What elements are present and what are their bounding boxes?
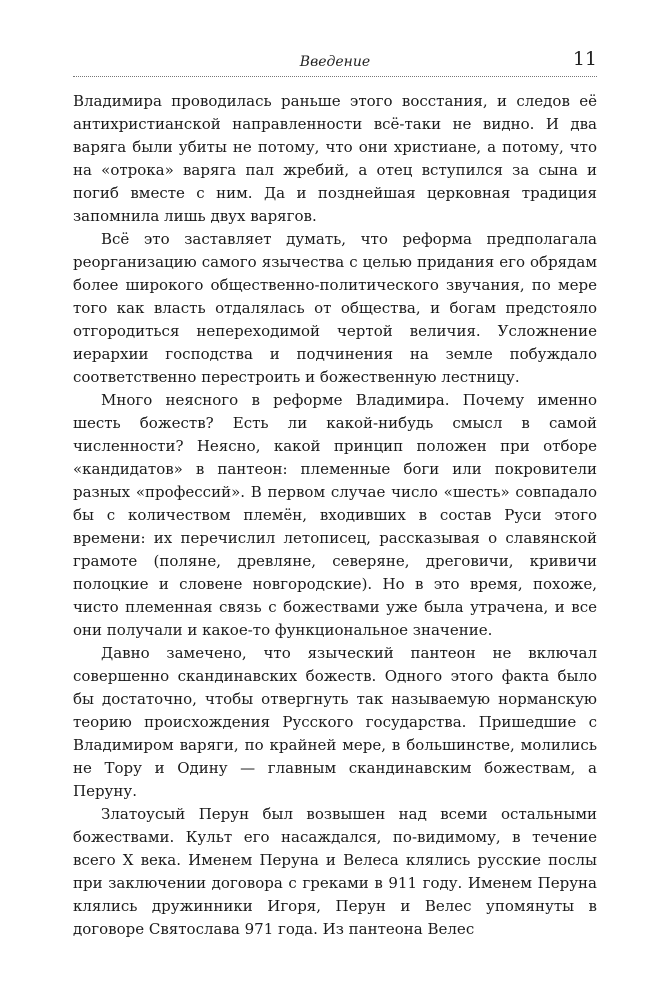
body-text: [73, 90, 597, 941]
paragraph: Златоусый Перун был возвышен над всеми остальными божествами. Культ его насаждался, по-видимому, в течение всего X века. Именем Перуна и Велеса клялись русские послы при заключении договора с греками в 911 году. Именем Перуна клялись дружинники Игоря, Перун и Велес упомянуты в договоре Святослава 971 года. Из пантеона Велес: [73, 805, 597, 938]
running-header: [73, 46, 597, 76]
paragraph: Давно замечено, что языческий пантеон не включал совершенно скандинавских божеств. Одного этого факта было бы достаточно, чтобы отвергнуть так называемую норманскую теорию происхождения Русского государства. Пришедшие с Владимиром варяги, по крайней мере, в большинстве, молились не Тору и Одину — главным скандинавским божествам, а Перуну.: [73, 644, 597, 800]
paragraph-continuation: Владимира проводилась раньше этого восстания, и следов её антихристианской направленности всё-таки не видно. И два варяга были убиты не потому, что они христиане, а потому, что на «отрока» варяга пал жребий, а отец вступился за сына и погиб вместе с ним. Да и позднейшая церковная традиция запомнила лишь двух варягов.: [73, 92, 597, 225]
page-number: 11: [572, 48, 597, 70]
header-divider: [73, 76, 597, 77]
paragraph: Много неясного в реформе Владимира. Почему именно шесть божеств? Есть ли какой-нибудь смысл в самой численности? Неясно, какой принцип положен при отборе «кандидатов» в пантеон: племенные боги или покровители разных «профессий». В первом случае число «шесть» совпадало бы с количеством племён, входивших в состав Руси этого времени: их перечислил летописец, рассказывая о славянской грамоте (поляне, древляне, северяне, дреговичи, кривичи полоцкие и словене новгородские). Но в это время, похоже, чисто племенная связь с божествами уже была утрачена, и все они получали и какое-то функциональное значение.: [73, 391, 597, 639]
chapter-title: Введение: [299, 54, 371, 70]
paragraph: Всё это заставляет думать, что реформа предполагала реорганизацию самого язычества с целью придания его обрядам более широкого общественно-политического звучания, по мере того как власть отдалялась от общества, и богам предстояло отгородиться непереходимой чертой величия. Усложнение иерархии господства и подчинения на земле побуждало соответственно перестроить и божественную лестницу.: [73, 230, 597, 386]
